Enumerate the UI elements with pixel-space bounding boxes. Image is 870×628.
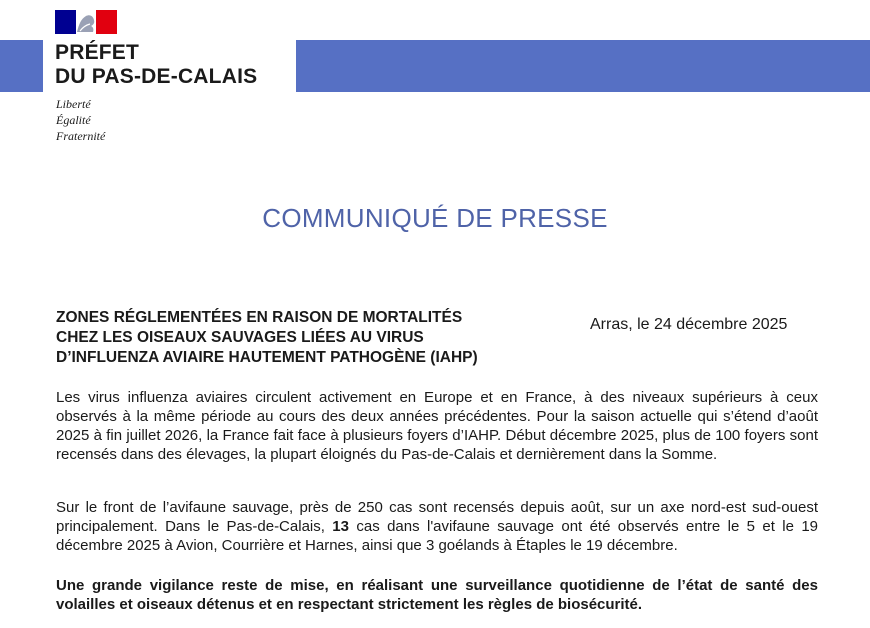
paragraph-context: Les virus influenza aviaires circulent activement en Europe et en France, à des niveaux supérieurs à ceux observés à la même période au cours des deux années précédentes. Pour la saison actuelle qui s’étend d’août 2025 à fin juillet 2026, la France fait face à plusieurs foyers d’IAHP. Début décembre 2025, plus de 100 foyers sont recensés dans des élevages, la plupart éloignés du Pas-de-Calais et dernièrement dans la Somme. <box>56 389 818 463</box>
paragraph-wild-birds-before: Sur le front de l’avifaune sauvage, près de 250 cas sont recensés depuis août, sur un axe nord-est sud-ouest principalement. Dans le Pas-de-Calais, <box>56 499 818 535</box>
org-line-1: PRÉFET <box>55 41 140 64</box>
press-release-subject <box>56 308 478 368</box>
subject-line-2: CHEZ LES OISEAUX SAUVAGES LIÉES AU VIRUS <box>56 329 424 346</box>
case-count: 13 <box>332 518 349 535</box>
paragraph-wild-birds <box>56 498 818 555</box>
org-line-2: DU PAS-DE-CALAIS <box>55 65 258 88</box>
release-date: Arras, le 24 décembre 2025 <box>590 316 788 333</box>
subject-line-1: ZONES RÉGLEMENTÉES EN RAISON DE MORTALITÉS <box>56 309 463 326</box>
paragraph-wild-birds-after: cas dans l'avifaune sauvage ont été observés entre le 5 et le 19 décembre 2025 à Avion, Courrière et Harnes, ainsi que 3 goélands à Étaples le 19 décembre. <box>56 518 819 554</box>
header-band-right <box>296 40 870 92</box>
prefecture-name <box>55 41 257 89</box>
subject-line-3: D’INFLUENZA AVIAIRE HAUTEMENT PATHOGÈNE (IAHP) <box>56 349 478 366</box>
paragraph-vigilance: Une grande vigilance reste de mise, en réalisant une surveillance quotidienne de l’état de santé des volailles et oiseaux détenus et en respectant strictement les règles de biosécurité. <box>56 577 818 613</box>
document-heading: COMMUNIQUÉ DE PRESSE <box>262 203 608 233</box>
marianne-flag-icon <box>55 10 117 34</box>
motto-egalite: Égalité <box>56 113 91 127</box>
motto-fraternite: Fraternité <box>56 129 106 143</box>
header-band-left <box>0 40 43 92</box>
motto-liberte: Liberté <box>56 97 91 111</box>
republic-motto <box>56 96 105 144</box>
